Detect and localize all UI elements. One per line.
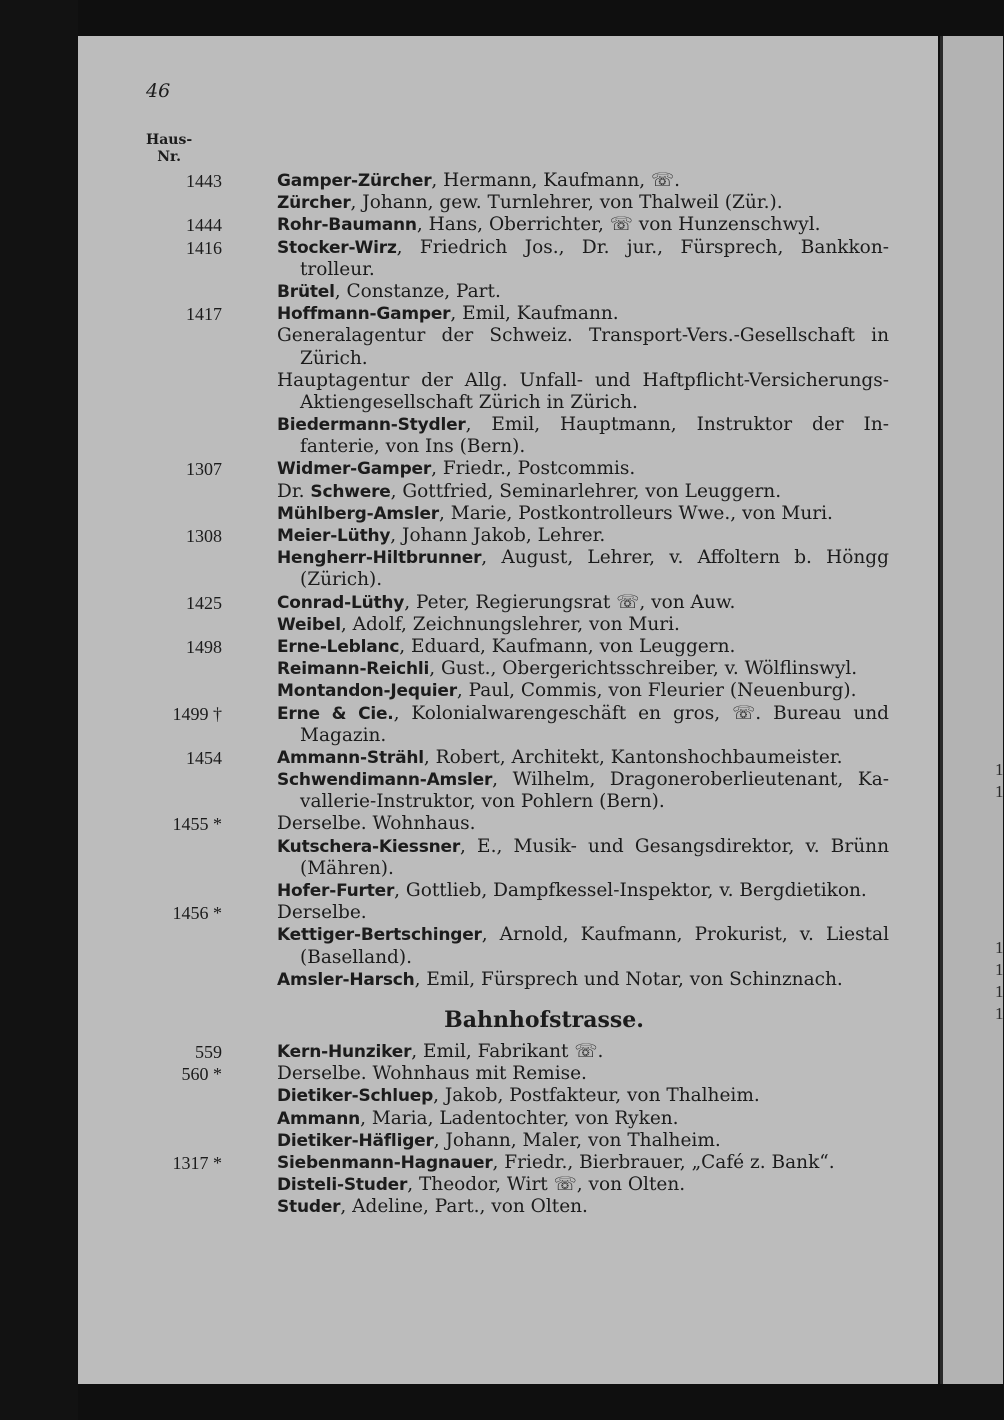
entry-text xyxy=(277,969,843,991)
resident-name: Hoffmann-Gamper xyxy=(277,304,451,325)
entry-details: (Zürich). xyxy=(300,569,383,591)
entry-details: , Peter, Regierungsrat ☏, von Auw. xyxy=(404,591,736,613)
directory-row xyxy=(78,370,890,392)
entry-continuation xyxy=(300,348,368,370)
entry-details: , Adolf, Zeichnungslehrer, von Muri. xyxy=(340,613,680,635)
house-number: 1317 * xyxy=(172,1152,222,1173)
page-number: 46 xyxy=(146,80,171,102)
directory-row xyxy=(78,725,890,747)
resident-name: Montandon-Jequier xyxy=(277,681,457,702)
entry-details: (Baselland). xyxy=(300,946,413,968)
entry-continuation xyxy=(300,947,412,969)
entry-text xyxy=(277,170,680,192)
entry-text xyxy=(277,592,735,614)
house-number: 559 xyxy=(195,1041,222,1062)
entry-details: , Robert, Architekt, Kantonshochbaumeister. xyxy=(423,746,843,768)
facing-page-mark: 1 xyxy=(995,782,1004,801)
entry-text xyxy=(277,813,476,835)
directory-row xyxy=(78,569,890,591)
resident-name: Siebenmann-Hagnauer xyxy=(277,1152,493,1173)
resident-name: Kettiger-Bertschinger xyxy=(277,925,482,946)
entry-text xyxy=(277,614,680,636)
entry-text xyxy=(277,1041,603,1063)
directory-row xyxy=(78,170,890,192)
directory-row xyxy=(78,836,890,858)
facing-page-edge xyxy=(940,36,1003,1384)
directory-row xyxy=(78,525,890,547)
house-number: 1455 * xyxy=(172,814,222,835)
entry-text xyxy=(277,1108,679,1130)
resident-name: Meier-Lüthy xyxy=(277,526,391,546)
directory-row xyxy=(78,880,890,902)
resident-name: Mühlberg-Amsler xyxy=(277,503,439,524)
entry-details: , Emil, Fürsprech und Notar, von Schinznach. xyxy=(414,968,843,990)
entry-details: Hauptagentur der Allg. Unfall- und Haftpflicht-Versicherungs- xyxy=(277,369,889,391)
entry-details: , Hans, Oberrichter, ☏ von Hunzenschwyl. xyxy=(416,214,821,236)
column-header-line: Nr. xyxy=(157,149,181,165)
house-number: 1417 xyxy=(186,304,222,325)
directory-row xyxy=(78,680,890,702)
entry-text xyxy=(277,1196,588,1218)
directory-row xyxy=(78,303,890,325)
resident-name: Brütel xyxy=(277,281,335,302)
directory-row xyxy=(78,769,890,791)
resident-name: Stocker-Wirz xyxy=(277,237,397,258)
directory-row xyxy=(78,237,890,259)
entry-details: , Johann Jakob, Lehrer. xyxy=(390,525,606,546)
resident-name: Erne & Cie. xyxy=(277,703,394,724)
entry-details: , E., Musik- und Gesangsdirektor, v. Brünn xyxy=(460,835,889,857)
resident-name: Gamper-Zürcher xyxy=(277,171,432,191)
directory-row xyxy=(78,924,890,946)
house-number: 1498 xyxy=(186,636,222,657)
directory-row xyxy=(78,813,890,835)
entry-details: , Maria, Ladentochter, von Ryken. xyxy=(360,1107,679,1129)
entry-text xyxy=(277,636,735,658)
directory-row xyxy=(78,858,890,880)
directory-row xyxy=(78,791,890,813)
directory-row xyxy=(78,1130,890,1152)
entry-text xyxy=(277,769,889,791)
directory-row xyxy=(78,392,890,414)
resident-name: Kern-Hunziker xyxy=(277,1041,412,1062)
entry-text xyxy=(277,680,857,702)
entry-details: , Emil, Kaufmann. xyxy=(450,303,619,325)
entry-text xyxy=(277,880,867,902)
entry-continuation xyxy=(300,569,382,591)
directory-row xyxy=(78,414,890,436)
resident-name: Erne-Leblanc xyxy=(277,636,400,657)
entry-details: , Johann, Maler, von Thalheim. xyxy=(433,1129,721,1151)
entry-text xyxy=(277,1174,685,1196)
directory-row xyxy=(78,503,890,525)
resident-name: Zürcher xyxy=(277,193,351,214)
entry-text xyxy=(277,481,781,503)
directory-row xyxy=(78,902,890,924)
entry-text xyxy=(277,458,635,480)
resident-name: Hofer-Furter xyxy=(277,881,395,901)
entry-continuation xyxy=(300,725,386,747)
entry-text xyxy=(277,1063,587,1085)
entry-details: , Paul, Commis, von Fleurier (Neuenburg). xyxy=(456,680,857,702)
entry-details: , Johann, gew. Turnlehrer, von Thalweil (Zür.). xyxy=(350,192,783,214)
entry-continuation xyxy=(300,791,665,813)
entry-details: , Friedr., Bierbrauer, „Café z. Bank“. xyxy=(492,1151,835,1173)
entry-details: Derselbe. xyxy=(277,902,367,924)
entry-text xyxy=(277,703,889,725)
name-prefix: Dr. xyxy=(277,480,311,502)
directory-row xyxy=(78,348,890,370)
entry-details: Magazin. xyxy=(300,724,387,746)
entry-details: fanterie, von Ins (Bern). xyxy=(300,436,526,458)
directory-row xyxy=(78,436,890,458)
entry-continuation xyxy=(300,259,375,281)
entry-continuation xyxy=(300,858,394,880)
entry-details: , Marie, Postkontrolleurs Wwe., von Muri. xyxy=(439,502,833,524)
resident-name: Amsler-Harsch xyxy=(277,969,415,990)
directory-row xyxy=(78,1108,890,1130)
house-number: 1456 * xyxy=(172,903,222,924)
entry-details: , Gottlieb, Dampfkessel-Inspektor, v. Bergdietikon. xyxy=(394,880,867,901)
resident-name: Rohr-Baumann xyxy=(277,215,417,236)
entry-details: , Gust., Obergerichtsschreiber, v. Wölflinswyl. xyxy=(429,658,858,680)
house-number: 1425 xyxy=(186,592,222,613)
resident-name: Hengherr-Hiltbrunner xyxy=(277,548,482,569)
house-number: 1443 xyxy=(186,171,222,191)
entry-details: , Arnold, Kaufmann, Prokurist, v. Liestal xyxy=(481,924,889,946)
facing-page-mark: 1 xyxy=(995,1004,1004,1023)
entry-text xyxy=(277,1085,760,1107)
directory-row xyxy=(78,969,890,991)
entry-continuation xyxy=(300,436,525,458)
entry-details: , Wilhelm, Dragoneroberlieutenant, Ka- xyxy=(492,769,889,791)
directory-row xyxy=(78,281,890,303)
directory-row xyxy=(78,1152,890,1174)
directory-row xyxy=(78,747,890,769)
section-heading-row xyxy=(78,991,890,1041)
house-number: 1416 xyxy=(186,237,222,258)
entry-details: trolleur. xyxy=(300,258,375,280)
resident-name: Schwere xyxy=(310,481,391,502)
entry-text xyxy=(277,658,857,680)
house-number: 1454 xyxy=(186,747,222,768)
house-number-column-header xyxy=(146,132,192,166)
entry-details: , Kolonialwarengeschäft en gros, ☏. Bureau und xyxy=(393,702,889,724)
entry-text xyxy=(277,1152,835,1174)
street-section-title: Bahnhofstrasse. xyxy=(444,1006,644,1033)
directory-row xyxy=(78,1063,890,1085)
resident-name: Ammann xyxy=(277,1108,361,1129)
entry-text xyxy=(277,370,889,392)
entry-details: , Adeline, Part., von Olten. xyxy=(340,1196,588,1218)
facing-page-mark: 1 xyxy=(995,760,1004,779)
resident-name: Schwendimann-Amsler xyxy=(277,770,493,791)
entry-details: vallerie-Instruktor, von Pohlern (Bern). xyxy=(300,791,665,813)
entry-details: , Friedrich Jos., Dr. jur., Fürsprech, Bankkon- xyxy=(396,236,889,258)
entry-text xyxy=(277,503,833,525)
entry-text xyxy=(277,237,889,259)
directory-row xyxy=(78,214,890,236)
directory-row xyxy=(78,703,890,725)
house-number: 1444 xyxy=(186,215,222,236)
resident-name: Dietiker-Schluep xyxy=(277,1086,434,1107)
resident-name: Kutschera-Kiessner xyxy=(277,836,461,857)
entry-details: Zürich. xyxy=(300,347,368,369)
entry-details: , August, Lehrer, v. Affoltern b. Höngg xyxy=(481,547,889,569)
entry-text xyxy=(277,281,501,303)
directory-row xyxy=(78,592,890,614)
entry-text xyxy=(277,547,889,569)
directory-row xyxy=(78,636,890,658)
entry-details: Generalagentur der Schweiz. Transport-Vers.-Gesellschaft in xyxy=(277,325,889,347)
entry-text xyxy=(277,414,889,436)
house-number: 1308 xyxy=(186,526,222,546)
resident-name: Ammann-Strähl xyxy=(277,747,424,768)
directory-row xyxy=(78,1174,890,1196)
entry-details: , Theodor, Wirt ☏, von Olten. xyxy=(407,1174,686,1196)
entry-details: Aktiengesellschaft Zürich in Zürich. xyxy=(300,391,638,413)
facing-page-mark: 1 xyxy=(995,982,1004,1001)
entry-details: , Jakob, Postfakteur, von Thalheim. xyxy=(433,1085,760,1107)
house-number: 560 * xyxy=(181,1064,222,1085)
directory-row xyxy=(78,481,890,503)
directory-row xyxy=(78,325,890,347)
entry-details: , Friedr., Postcommis. xyxy=(431,458,636,480)
entry-text xyxy=(277,836,889,858)
entry-text xyxy=(277,192,783,214)
entry-details: Derselbe. Wohnhaus. xyxy=(277,813,476,835)
directory-row xyxy=(78,947,890,969)
entry-details: , Emil, Hauptmann, Instruktor der In- xyxy=(465,414,889,436)
entry-text xyxy=(277,303,619,325)
facing-page-mark: 1 xyxy=(995,960,1004,979)
entry-continuation xyxy=(300,392,638,414)
directory-row xyxy=(78,614,890,636)
directory-row xyxy=(78,1085,890,1107)
directory-row xyxy=(78,547,890,569)
directory-row xyxy=(78,458,890,480)
directory-entries xyxy=(78,170,890,1218)
entry-details: Derselbe. Wohnhaus mit Remise. xyxy=(277,1063,587,1085)
resident-name: Dietiker-Häfliger xyxy=(277,1130,434,1151)
resident-name: Biedermann-Stydler xyxy=(277,415,466,436)
directory-row xyxy=(78,658,890,680)
resident-name: Reimann-Reichli xyxy=(277,659,430,680)
resident-name: Disteli-Studer xyxy=(277,1175,408,1196)
entry-text xyxy=(277,214,821,236)
directory-row xyxy=(78,192,890,214)
directory-row xyxy=(78,259,890,281)
house-number: 1499 † xyxy=(172,703,222,724)
entry-text xyxy=(277,525,605,547)
directory-row xyxy=(78,1041,890,1063)
entry-details: , Constanze, Part. xyxy=(334,280,501,302)
entry-details: , Hermann, Kaufmann, ☏. xyxy=(431,170,681,191)
resident-name: Studer xyxy=(277,1197,341,1218)
entry-details: , Gottfried, Seminarlehrer, von Leuggern. xyxy=(390,480,782,502)
entry-details: (Mähren). xyxy=(300,857,394,879)
entry-text xyxy=(277,1130,721,1152)
entry-text xyxy=(277,325,889,347)
resident-name: Widmer-Gamper xyxy=(277,459,432,480)
column-header-line: Haus- xyxy=(146,132,193,148)
directory-row xyxy=(78,1196,890,1218)
entry-text xyxy=(277,902,367,924)
entry-text xyxy=(277,747,843,769)
entry-details: , Eduard, Kaufmann, von Leuggern. xyxy=(399,635,736,657)
entry-details: , Emil, Fabrikant ☏. xyxy=(411,1040,604,1062)
resident-name: Conrad-Lüthy xyxy=(277,592,405,613)
entry-text xyxy=(277,924,889,946)
book-binding xyxy=(0,0,78,1420)
resident-name: Weibel xyxy=(277,614,341,635)
house-number: 1307 xyxy=(186,459,222,480)
facing-page-mark: 1 xyxy=(995,938,1004,957)
